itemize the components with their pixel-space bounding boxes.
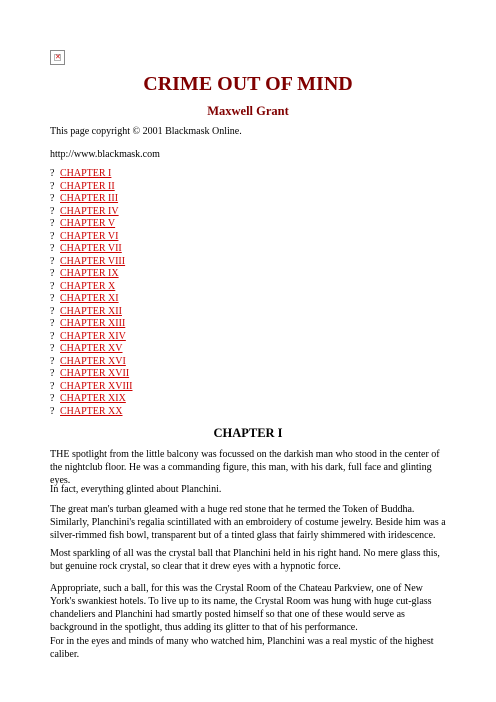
toc-link-chapter-16[interactable]: CHAPTER XVI: [60, 355, 126, 367]
broken-image-icon: [50, 50, 65, 65]
toc-bullet: ?: [50, 393, 55, 404]
toc-link-chapter-7[interactable]: CHAPTER VII: [60, 243, 122, 254]
toc-item: [50, 268, 133, 281]
toc-item: [50, 231, 133, 244]
toc-link-chapter-3[interactable]: CHAPTER III: [60, 193, 119, 204]
toc-link-chapter-14[interactable]: CHAPTER XIV: [60, 330, 126, 342]
toc-link-chapter-11[interactable]: CHAPTER XI: [60, 293, 119, 304]
toc-bullet: ?: [50, 305, 55, 317]
toc-bullet: ?: [50, 280, 55, 292]
toc-link-chapter-20[interactable]: CHAPTER XX: [60, 405, 123, 417]
toc-bullet: ?: [50, 268, 55, 279]
toc-link-chapter-17[interactable]: CHAPTER XVII: [60, 368, 130, 379]
table-of-contents: [50, 168, 133, 418]
toc-item: [50, 281, 133, 294]
toc-bullet: ?: [50, 205, 55, 217]
toc-link-chapter-9[interactable]: CHAPTER IX: [60, 268, 119, 279]
source-url: http://www.blackmask.com: [50, 149, 160, 160]
toc-item: [50, 218, 133, 231]
toc-item: [50, 256, 133, 269]
toc-bullet: ?: [50, 318, 55, 329]
toc-link-chapter-19[interactable]: CHAPTER XIX: [60, 393, 126, 404]
book-title: CRIME OUT OF MIND: [143, 73, 353, 95]
chapter-paragraph-4: Most sparkling of all was the crystal ball that Planchini held in his right hand. No mere glass this, but genuine rock crystal, so clear that it drew eyes with a hypnotic force.: [50, 548, 440, 572]
toc-item: [50, 243, 133, 256]
chapter-paragraph-6: For in the eyes and minds of many who watched him, Planchini was a real mystic of the highest caliber.: [50, 636, 434, 660]
toc-link-chapter-5[interactable]: CHAPTER V: [60, 218, 116, 229]
toc-bullet: ?: [50, 180, 55, 192]
chapter-paragraph-2: In fact, everything glinted about Planchini.: [50, 484, 222, 495]
toc-item: [50, 318, 133, 331]
toc-item: [50, 343, 133, 356]
copyright-notice: This page copyright © 2001 Blackmask Online.: [50, 126, 242, 137]
toc-bullet: ?: [50, 380, 55, 392]
chapter-paragraph-5: Appropriate, such a ball, for this was the Crystal Room of the Chateau Parkview, one of New York's swankiest hotels. To live up to its name, the Crystal Room was hung with huge cut-glass chandeliers and Planchini had smartly posted himself so that one of these would serve as background in the spotlight, thus adding its glitter to that of his performance.: [50, 583, 432, 633]
toc-bullet: ?: [50, 193, 55, 204]
toc-bullet: ?: [50, 343, 55, 354]
toc-link-chapter-8[interactable]: CHAPTER VIII: [60, 255, 126, 267]
toc-link-chapter-18[interactable]: CHAPTER XVIII: [60, 380, 133, 392]
toc-item: [50, 168, 133, 181]
toc-item: [50, 406, 133, 419]
toc-bullet: ?: [50, 330, 55, 342]
toc-bullet: ?: [50, 255, 55, 267]
toc-item: [50, 206, 133, 219]
toc-item: [50, 381, 133, 394]
toc-link-chapter-6[interactable]: CHAPTER VI: [60, 230, 119, 242]
toc-item: [50, 306, 133, 319]
toc-item: [50, 193, 133, 206]
toc-item: [50, 393, 133, 406]
toc-bullet: ?: [50, 230, 55, 242]
toc-link-chapter-13[interactable]: CHAPTER XIII: [60, 318, 126, 329]
chapter-paragraph-3: The great man's turban gleamed with a huge red stone that he termed the Token of Buddha. Similarly, Planchini's regalia scintillated with an embroidery of costume jewelry. Beside him was a silver-rimmed fish bowl, transparent but of a tinted glass that fairly shimmered with iridescence.: [50, 504, 446, 541]
toc-item: [50, 331, 133, 344]
chapter-paragraph-1: THE spotlight from the little balcony was focussed on the darkish man who stood in the center of the nightclub floor. He was a commanding figure, this man, with his dark, full face and glinting eyes.: [50, 449, 440, 486]
toc-item: [50, 293, 133, 306]
toc-bullet: ?: [50, 293, 55, 304]
toc-bullet: ?: [50, 243, 55, 254]
toc-bullet: ?: [50, 368, 55, 379]
toc-bullet: ?: [50, 168, 55, 179]
toc-link-chapter-12[interactable]: CHAPTER XII: [60, 305, 122, 317]
toc-item: [50, 181, 133, 194]
broken-image-glyph: ✕: [55, 53, 61, 61]
chapter-heading: CHAPTER I: [213, 426, 283, 440]
toc-bullet: ?: [50, 355, 55, 367]
toc-link-chapter-1[interactable]: CHAPTER I: [60, 168, 112, 179]
toc-bullet: ?: [50, 218, 55, 229]
toc-link-chapter-2[interactable]: CHAPTER II: [60, 180, 115, 192]
toc-link-chapter-4[interactable]: CHAPTER IV: [60, 205, 119, 217]
toc-item: [50, 356, 133, 369]
toc-link-chapter-10[interactable]: CHAPTER X: [60, 280, 116, 292]
toc-link-chapter-15[interactable]: CHAPTER XV: [60, 343, 123, 354]
book-author: Maxwell Grant: [207, 104, 289, 118]
toc-item: [50, 368, 133, 381]
toc-bullet: ?: [50, 405, 55, 417]
